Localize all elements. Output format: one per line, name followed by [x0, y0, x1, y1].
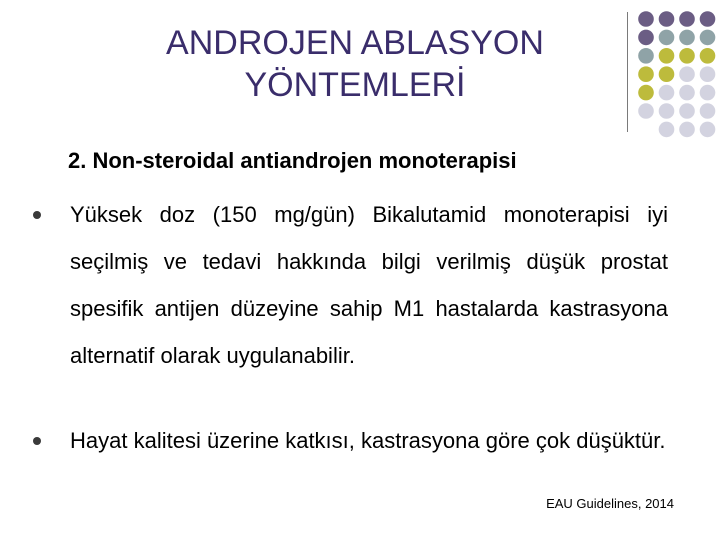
decorative-dot [638, 103, 654, 119]
decorative-dot [679, 11, 695, 27]
bullet-text-1: Yüksek doz (150 mg/gün) Bikalutamid monoterapisi iyi seçilmiş ve tedavi hakkında bilgi verilmiş düşük prostat spesifik antijen düzeyine sahip M1 hastalarda kastrasyona alternatif olarak uygulanabilir. [70, 202, 668, 368]
bullet-text-2: Hayat kalitesi üzerine katkısı, kastrasyona göre çok düşüktür. [70, 428, 666, 453]
decorative-dot [700, 30, 716, 46]
decorative-dot [638, 30, 654, 46]
decorative-dot [659, 30, 675, 46]
bullet-dot-2 [33, 437, 41, 445]
decorative-dot [700, 48, 716, 64]
decorative-dot [700, 103, 716, 119]
decorative-dot [679, 48, 695, 64]
decorative-dot [679, 30, 695, 46]
subtitle: 2. Non-steroidal antiandrojen monoterapisi [68, 148, 517, 173]
decorative-dot [679, 66, 695, 82]
decorative-dot [700, 122, 716, 138]
citation: EAU Guidelines, 2014 [546, 496, 674, 511]
bullet-dot-1 [33, 211, 41, 219]
decorative-dot [700, 66, 716, 82]
decorative-dot [638, 85, 654, 101]
decorative-dot [659, 103, 675, 119]
decorative-dot [638, 11, 654, 27]
decorative-dot [659, 11, 675, 27]
decorative-dot [679, 85, 695, 101]
decorative-dot-grid [0, 0, 720, 140]
decorative-dot [659, 122, 675, 138]
decorative-dot [638, 66, 654, 82]
decorative-dot [659, 48, 675, 64]
decorative-dot [679, 103, 695, 119]
decorative-dot [700, 11, 716, 27]
title-line-2: YÖNTEMLERİ [244, 66, 466, 104]
decorative-dot [659, 66, 675, 82]
decorative-dot [659, 85, 675, 101]
title-line-1: ANDROJEN ABLASYON [166, 24, 544, 62]
decorative-dot [700, 85, 716, 101]
decorative-dot [638, 48, 654, 64]
decorative-dot [679, 122, 695, 138]
